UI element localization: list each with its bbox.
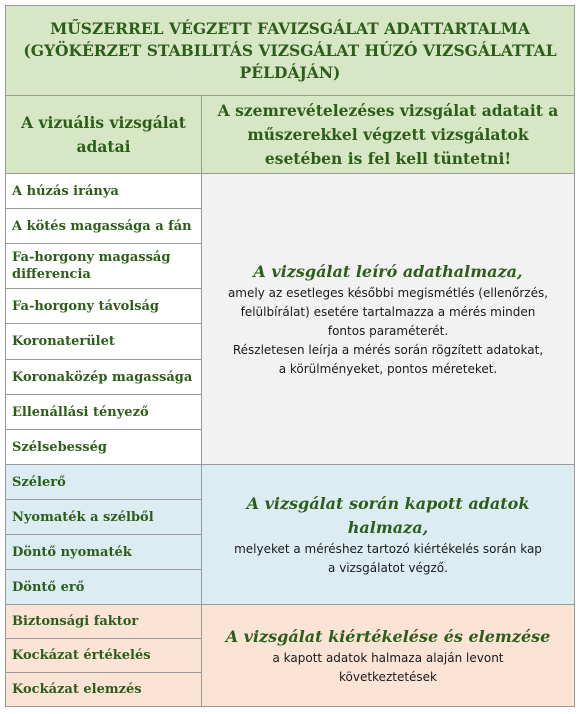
header-right-line-2: műszerekkel végzett vizsgálatok	[247, 124, 529, 144]
header-right-line-3: esetében is fel kell tüntetni!	[264, 148, 512, 168]
header-right-line-1: A szemrevételezéses vizsgálat adatait a	[217, 100, 559, 120]
row-wind-torque: Nyomaték a szélből	[6, 500, 202, 535]
row-safety-factor: Biztonsági faktor	[6, 605, 202, 639]
group1-description	[202, 174, 574, 465]
group1-line-3: fontos paraméterét.	[327, 323, 449, 338]
row-pull-direction: A húzás iránya	[6, 174, 202, 209]
row-crown-center-height: Koronaközép magassága	[6, 360, 202, 395]
group3-line-2: következtetések	[338, 669, 437, 684]
data-content-table	[5, 5, 575, 707]
table-title	[6, 6, 574, 96]
row-wind-force: Szélerő	[6, 465, 202, 500]
group1-line-1: amely az esetleges későbbi megismétlés (ellenőrzés,	[227, 285, 549, 300]
header-left-line-1: A vizuális vizsgálat	[21, 112, 186, 132]
group1-heading: A vizsgálat leíró adathalmaza,	[253, 261, 523, 281]
row-attachment-height: A kötés magassága a fán	[6, 209, 202, 244]
row-crown-area: Koronaterület	[6, 324, 202, 360]
group2-description	[202, 465, 574, 605]
group3-line-1: a kapott adatok halmaza alaján levont	[272, 650, 504, 665]
row-anchor-distance: Fa-horgony távolság	[6, 289, 202, 324]
title-line-1: MŰSZERREL VÉGZETT FAVIZSGÁLAT ADATTARTALMA	[50, 18, 530, 38]
header-visual-data	[6, 96, 202, 174]
group1-line-4: Részletesen leírja a mérés során rögzített adatokat,	[232, 342, 544, 357]
group3-description	[202, 605, 574, 706]
title-line-2: (GYÖKÉRZET STABILITÁS VIZSGÁLAT HÚZÓ VIZSGÁLATTAL	[23, 40, 557, 60]
group1-line-2: felülbírálat) esetére tartalmazza a mérés minden	[240, 304, 536, 319]
group3-heading: A vizsgálat kiértékelése és elemzése	[225, 626, 551, 646]
group2-line-2: a vizsgálatot végző.	[328, 560, 448, 575]
header-left-line-2: adatai	[76, 136, 131, 156]
row-risk-evaluation: Kockázat értékelés	[6, 639, 202, 673]
title-line-3: PÉLDÁJÁN)	[239, 62, 341, 82]
header-instrument-note	[202, 96, 574, 174]
group2-heading: A vizsgálat során kapott adatok halmaza,	[246, 493, 530, 537]
row-overturning-force: Döntő erő	[6, 570, 202, 605]
row-resistance-factor: Ellenállási tényező	[6, 395, 202, 430]
group1-line-5: a körülményeket, pontos méreteket.	[278, 361, 498, 376]
group2-line-1: melyeket a méréshez tartozó kiértékelés során kap	[234, 541, 542, 556]
row-overturning-torque: Döntő nyomaték	[6, 535, 202, 570]
row-wind-speed: Szélsebesség	[6, 430, 202, 465]
row-risk-analysis: Kockázat elemzés	[6, 673, 202, 706]
row-anchor-height-difference: Fa-horgony magasság differencia	[6, 244, 202, 289]
